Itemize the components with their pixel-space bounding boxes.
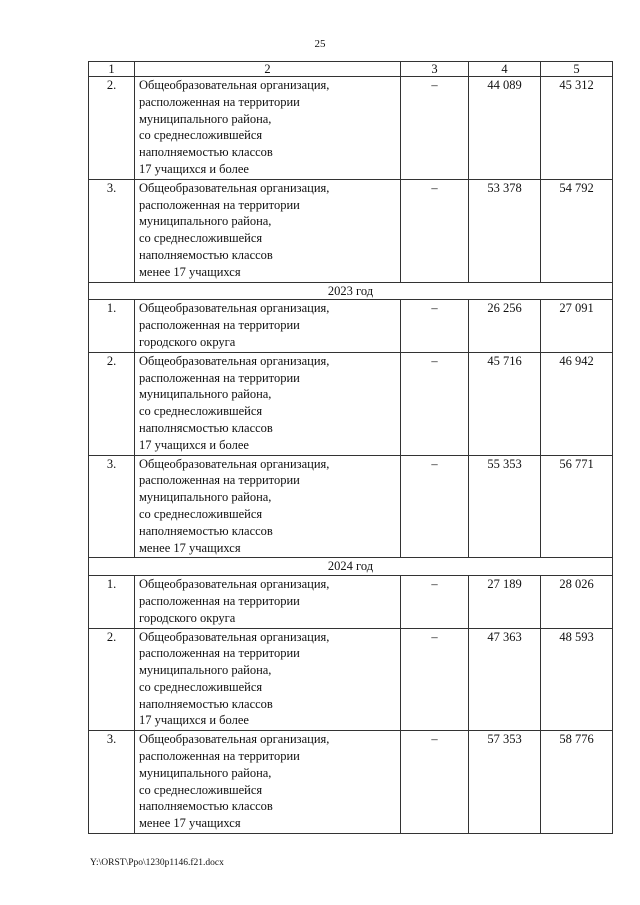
organization-name-line: менее 17 учащихся (139, 540, 241, 555)
row-number: 3. (89, 179, 135, 282)
row-number: 2. (89, 352, 135, 455)
column-5-value: 27 091 (541, 300, 613, 352)
column-5-value: 46 942 (541, 352, 613, 455)
row-number: 1. (89, 576, 135, 628)
row-number: 1. (89, 300, 135, 352)
organization-name-line: расположенная на территории (139, 318, 300, 333)
organization-name (135, 455, 401, 558)
row-number: 3. (89, 731, 135, 834)
organization-name-line: муниципального района, (139, 214, 272, 229)
organization-name-line: муниципального района, (139, 663, 272, 678)
table-row (89, 352, 613, 455)
header-cell-1: 1 (89, 62, 135, 77)
organization-name-line: Общеобразовательная организация, (139, 180, 330, 195)
header-cell-3: 3 (401, 62, 469, 77)
organization-name-line: наполняемостью классов (139, 145, 273, 160)
column-3-value: – (401, 77, 469, 180)
organization-name-line: наполняемостью классов (139, 799, 273, 814)
column-5-value: 58 776 (541, 731, 613, 834)
organization-name-line: муниципального района, (139, 490, 272, 505)
organization-name-line: со среднесложившейся (139, 128, 263, 143)
organization-name-line: муниципального района, (139, 387, 272, 402)
column-4-value: 55 353 (469, 455, 541, 558)
organization-name-line: муниципального района, (139, 765, 272, 780)
file-path-footer: Y:\ORST\Ppo\1230p1146.f21.docx (90, 858, 224, 868)
organization-name-line: расположенная на территории (139, 646, 300, 661)
column-4-value: 57 353 (469, 731, 541, 834)
organization-name-line: расположенная на территории (139, 94, 300, 109)
data-table (88, 61, 613, 834)
column-3-value: – (401, 628, 469, 731)
organization-name (135, 628, 401, 731)
organization-name (135, 352, 401, 455)
row-number: 2. (89, 628, 135, 731)
column-5-value: 56 771 (541, 455, 613, 558)
column-3-value: – (401, 300, 469, 352)
organization-name-line: наполнясмостью классов (139, 420, 273, 435)
organization-name-line: расположенная на территории (139, 749, 300, 764)
organization-name (135, 731, 401, 834)
organization-name-line: муниципального района, (139, 111, 272, 126)
organization-name-line: Общеобразовательная организация, (139, 732, 330, 747)
organization-name-line: 17 учащихся и более (139, 437, 249, 452)
column-4-value: 27 189 (469, 576, 541, 628)
organization-name (135, 179, 401, 282)
organization-name-line: 17 учащихся и более (139, 713, 249, 728)
organization-name-line: расположенная на территории (139, 197, 300, 212)
column-4-value: 44 089 (469, 77, 541, 180)
year-row (89, 558, 613, 576)
header-cell-4: 4 (469, 62, 541, 77)
column-4-value: 53 378 (469, 179, 541, 282)
header-cell-5: 5 (541, 62, 613, 77)
column-4-value: 26 256 (469, 300, 541, 352)
column-3-value: – (401, 576, 469, 628)
year-heading: 2024 год (89, 558, 613, 576)
organization-name-line: Общеобразовательная организация, (139, 78, 330, 92)
row-number: 2. (89, 77, 135, 180)
organization-name-line: менее 17 учащихся (139, 264, 241, 279)
organization-name-line: со среднесложившейся (139, 506, 263, 521)
column-5-value: 54 792 (541, 179, 613, 282)
table-row (89, 179, 613, 282)
organization-name-line: городского округа (139, 610, 236, 625)
organization-name-line: Общеобразовательная организация, (139, 353, 330, 368)
organization-name-line: расположенная на территории (139, 593, 300, 608)
column-5-value: 48 593 (541, 628, 613, 731)
column-5-value: 28 026 (541, 576, 613, 628)
organization-name-line: расположенная на территории (139, 473, 300, 488)
organization-name-line: городского округа (139, 334, 236, 349)
organization-name-line: Общеобразовательная организация, (139, 577, 330, 592)
organization-name-line: наполняемостью классов (139, 247, 273, 262)
header-row (89, 62, 613, 77)
organization-name (135, 300, 401, 352)
organization-name-line: Общеобразовательная организация, (139, 629, 330, 644)
organization-name-line: наполняемостью классов (139, 523, 273, 538)
organization-name (135, 77, 401, 180)
organization-name-line: со среднесложившейся (139, 231, 263, 246)
organization-name-line: Общеобразовательная организация, (139, 456, 330, 471)
table-row (89, 576, 613, 628)
table-row (89, 77, 613, 180)
table-row (89, 300, 613, 352)
column-4-value: 45 716 (469, 352, 541, 455)
table-row (89, 455, 613, 558)
column-3-value: – (401, 179, 469, 282)
row-number: 3. (89, 455, 135, 558)
column-3-value: – (401, 455, 469, 558)
organization-name-line: менее 17 учащихся (139, 816, 241, 831)
page-number: 25 (314, 38, 326, 50)
year-heading: 2023 год (89, 282, 613, 300)
organization-name-line: 17 учащихся и более (139, 161, 249, 176)
column-3-value: – (401, 731, 469, 834)
organization-name (135, 576, 401, 628)
table-row (89, 628, 613, 731)
column-4-value: 47 363 (469, 628, 541, 731)
table-row (89, 731, 613, 834)
column-3-value: – (401, 352, 469, 455)
column-5-value: 45 312 (541, 77, 613, 180)
organization-name-line: Общеобразовательная организация, (139, 301, 330, 316)
organization-name-line: со среднесложившейся (139, 404, 263, 419)
organization-name-line: со среднесложившейся (139, 782, 263, 797)
organization-name-line: расположенная на территории (139, 370, 300, 385)
year-row (89, 282, 613, 300)
table-body (89, 62, 613, 834)
organization-name-line: наполняемостью классов (139, 696, 273, 711)
header-cell-2: 2 (135, 62, 401, 77)
organization-name-line: со среднесложившейся (139, 679, 263, 694)
